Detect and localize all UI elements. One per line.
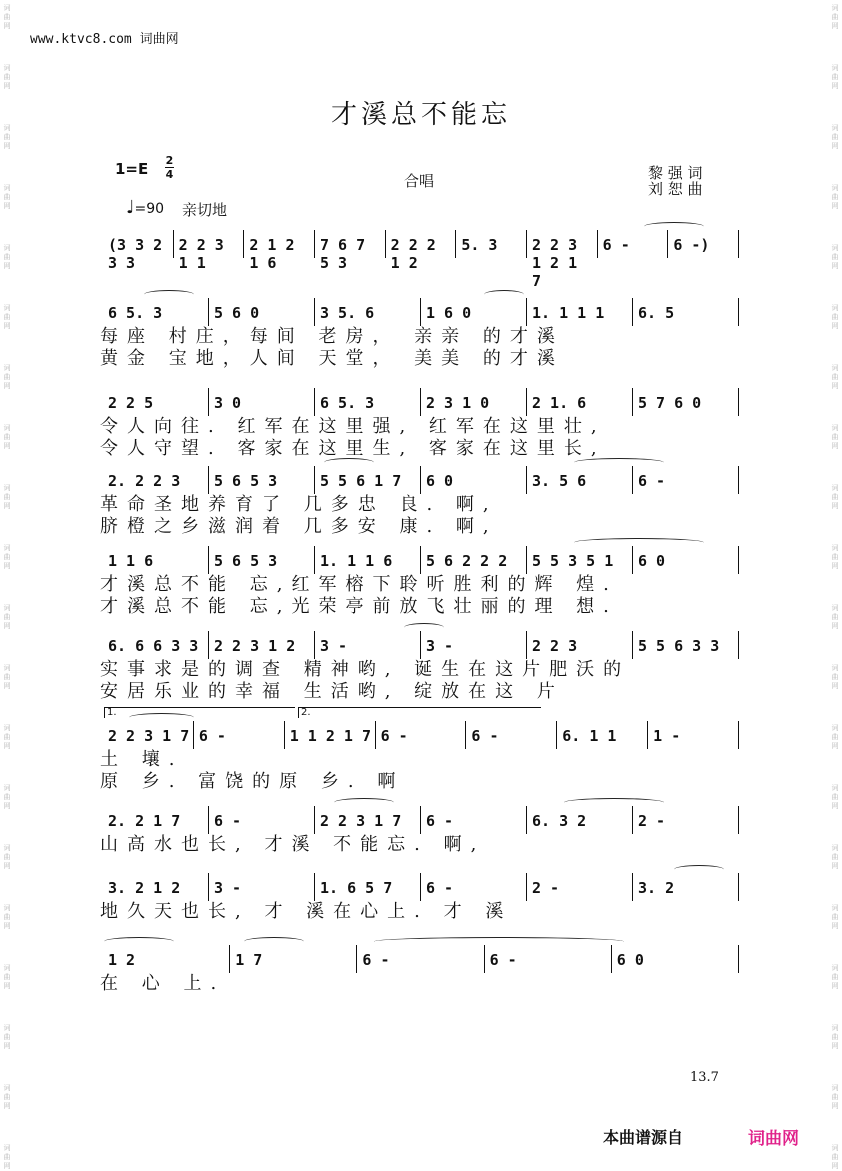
watermark-mark: 词曲网 xyxy=(3,1084,11,1110)
lyric-line-1: 山高水也长, 才溪 不能忘. 啊, xyxy=(100,834,486,855)
source-label: 本曲谱源自 xyxy=(603,1128,684,1147)
composer-credit: 刘 恕 曲 xyxy=(648,180,703,198)
measure: 5 6 5 3 xyxy=(214,552,278,570)
song-title: 才溪总不能忘 xyxy=(330,100,511,130)
watermark-mark: 词曲网 xyxy=(3,1144,11,1170)
notes-line xyxy=(104,812,740,832)
measure: 1 1 6 xyxy=(108,552,154,570)
watermark-mark: 词曲网 xyxy=(3,304,11,330)
watermark-mark: 词曲网 xyxy=(3,64,11,90)
site-url: www.ktvc8.com 词曲网 xyxy=(30,32,179,47)
watermark-mark: 词曲网 xyxy=(831,1024,839,1050)
measure: 5. 3 xyxy=(461,236,498,254)
slur xyxy=(644,222,704,231)
watermark-mark: 词曲网 xyxy=(831,664,839,690)
measure: 6 - xyxy=(214,812,242,830)
measure: 2 3 1 0 xyxy=(426,394,490,412)
slur xyxy=(564,798,664,807)
lyric-line-2: 黄金 宝地，人间 天堂， 美美 的才溪 xyxy=(100,348,564,369)
measure: 6 -) xyxy=(673,236,710,254)
measure: 3 - xyxy=(426,637,454,655)
notes-line xyxy=(104,879,740,899)
tempo-marking xyxy=(126,197,164,218)
bar-line xyxy=(597,230,598,258)
right-watermark-strip xyxy=(828,0,842,1171)
watermark-mark: 词曲网 xyxy=(831,424,839,450)
measure: 6. 3 2 xyxy=(532,812,587,830)
left-watermark-strip xyxy=(0,0,14,1171)
measure: 5 6 0 xyxy=(214,304,260,322)
bar-line xyxy=(173,230,174,258)
watermark-mark: 词曲网 xyxy=(831,4,839,30)
measure: 2 - xyxy=(638,812,666,830)
bar-line xyxy=(243,230,244,258)
quarter-note-icon: ♩ xyxy=(126,197,135,218)
bar-line xyxy=(667,230,668,258)
watermark-mark: 词曲网 xyxy=(831,124,839,150)
slur xyxy=(574,538,704,547)
notes-line xyxy=(104,552,740,572)
measure: 6 0 xyxy=(638,552,666,570)
watermark-mark: 词曲网 xyxy=(3,664,11,690)
slur xyxy=(129,713,194,722)
lyric-line-1: 土 壤. xyxy=(100,749,184,770)
measure: 6 0 xyxy=(616,951,644,969)
expression-marking: 亲切地 xyxy=(182,201,228,219)
measure: 1. 1 1 6 xyxy=(320,552,393,570)
bar-line xyxy=(385,230,386,258)
measure: 2 - xyxy=(532,879,560,897)
measure: 3. 5 6 xyxy=(532,472,587,490)
lyric-line-1: 实事求是的调查 精神哟, 诞生在这片肥沃的 xyxy=(100,659,631,680)
watermark-mark: 词曲网 xyxy=(831,364,839,390)
site-name: 词曲网 xyxy=(748,1129,799,1149)
volta-2: 2. xyxy=(298,707,541,718)
bar-line xyxy=(526,230,527,258)
lyric-line-2: 令人守望. 客家在这里生, 客家在这里长, xyxy=(100,438,606,459)
measure: 7 6 7 5 3 xyxy=(320,236,366,272)
measure: 3 5. 6 xyxy=(320,304,375,322)
measure: 6 - xyxy=(380,727,408,745)
volta-1: 1. xyxy=(104,707,295,718)
watermark-mark: 词曲网 xyxy=(3,964,11,990)
measure: 2 2 3 1 1 xyxy=(178,236,224,272)
lyric-line-2: 安居乐业的幸福 生活哟, 绽放在这 片 xyxy=(100,681,564,702)
page-number: 13.7 xyxy=(690,1070,719,1085)
watermark-mark: 词曲网 xyxy=(3,4,11,30)
measure: 3. 2 xyxy=(638,879,675,897)
measure: 5 6 5 3 xyxy=(214,472,278,490)
watermark-mark: 词曲网 xyxy=(3,364,11,390)
lyric-line-1: 在 心 上. xyxy=(100,973,226,994)
measure: 5 7 6 0 xyxy=(638,394,702,412)
watermark-mark: 词曲网 xyxy=(831,784,839,810)
time-signature-bottom: 4 xyxy=(165,168,174,181)
watermark-mark: 词曲网 xyxy=(3,724,11,750)
voicing: 合唱 xyxy=(404,172,435,190)
measure: 3 - xyxy=(214,879,242,897)
lyric-line-2: 脐橙之乡滋润着 几多安 康. 啊, xyxy=(100,516,498,537)
measure: 6 - xyxy=(362,951,390,969)
watermark-mark: 词曲网 xyxy=(831,1144,839,1170)
measure: 5 6 2 2 2 xyxy=(426,552,508,570)
time-signature xyxy=(165,155,174,180)
notes-line xyxy=(104,727,740,747)
measure: 2 2 3 xyxy=(532,637,578,655)
lyric-line-2: 才溪总不能 忘,光荣亭前放飞壮丽的理 想. xyxy=(100,596,618,617)
measure: 5 5 6 3 3 xyxy=(638,637,720,655)
measure: 1 7 xyxy=(235,951,263,969)
lyric-line-1: 地久天也长, 才 溪在心上. 才 溪 xyxy=(100,901,513,922)
measure: 1 1 2 1 7 xyxy=(289,727,371,745)
watermark-mark: 词曲网 xyxy=(831,304,839,330)
bar-line xyxy=(738,230,739,258)
slur xyxy=(144,290,194,299)
measure: 1. 1 1 1 xyxy=(532,304,605,322)
watermark-mark: 词曲网 xyxy=(831,964,839,990)
watermark-mark: 词曲网 xyxy=(3,844,11,870)
measure: 6 - xyxy=(489,951,517,969)
lyric-line-2: 原 乡. 富饶的原 乡. 啊 xyxy=(100,771,405,792)
notes-line xyxy=(104,472,740,492)
watermark-mark: 词曲网 xyxy=(3,784,11,810)
measure: 5 5 3 5 1 xyxy=(532,552,614,570)
measure: 1 6 0 xyxy=(426,304,472,322)
slur xyxy=(104,937,174,946)
measure: 2 2 2 1 2 xyxy=(390,236,436,272)
watermark-mark: 词曲网 xyxy=(3,484,11,510)
measure: 1 - xyxy=(653,727,681,745)
time-signature-top: 2 xyxy=(165,154,174,167)
measure: 2. 2 1 7 xyxy=(108,812,181,830)
watermark-mark: 词曲网 xyxy=(3,124,11,150)
bar-line xyxy=(455,230,456,258)
watermark-mark: 词曲网 xyxy=(3,544,11,570)
key-signature: 1=E xyxy=(115,160,149,178)
measure: 2. 2 2 3 xyxy=(108,472,181,490)
lyric-line-1: 每座 村庄，每间 老房， 亲亲 的才溪 xyxy=(100,326,564,347)
watermark-mark: 词曲网 xyxy=(3,244,11,270)
tempo-value: =90 xyxy=(134,201,165,217)
measure: 1. 6 5 7 xyxy=(320,879,393,897)
lyric-line-1: 令人向往. 红军在这里强, 红军在这里壮, xyxy=(100,416,606,437)
measure: 6 - xyxy=(638,472,666,490)
measure: 6 - xyxy=(426,812,454,830)
slur xyxy=(324,458,374,467)
notes-line xyxy=(104,637,740,657)
watermark-mark: 词曲网 xyxy=(3,1024,11,1050)
measure: 6 - xyxy=(602,236,630,254)
lyricist-credit: 黎 强 词 xyxy=(648,164,703,182)
watermark-mark: 词曲网 xyxy=(3,904,11,930)
notes-line xyxy=(104,951,740,971)
measure: 2 2 5 xyxy=(108,394,154,412)
bar-line xyxy=(314,230,315,258)
measure: 3 - xyxy=(320,637,348,655)
notes-line xyxy=(104,394,740,414)
slur xyxy=(574,458,664,467)
measure: 6 5. 3 xyxy=(108,304,163,322)
measure: 6. 6 6 3 3 xyxy=(108,637,199,655)
notes-line xyxy=(104,236,740,290)
slur xyxy=(244,937,304,946)
watermark-mark: 词曲网 xyxy=(831,484,839,510)
lyric-line-1: 革命圣地养育了 几多忠 良. 啊, xyxy=(100,494,498,515)
measure: 2 2 3 1 7 xyxy=(320,812,402,830)
measure: 6 0 xyxy=(426,472,454,490)
measure: 2 2 3 1 2 xyxy=(214,637,296,655)
watermark-mark: 词曲网 xyxy=(831,724,839,750)
measure: 3. 2 1 2 xyxy=(108,879,181,897)
notes-line xyxy=(104,304,740,324)
measure: 2 2 3 1 7 xyxy=(108,727,190,745)
lyric-line-1: 才溪总不能 忘,红军榕下聆听胜利的辉 煌. xyxy=(100,574,618,595)
measure: 6 - xyxy=(426,879,454,897)
measure: 2 1 2 1 6 xyxy=(249,236,295,272)
measure: 6 5. 3 xyxy=(320,394,375,412)
watermark-mark: 词曲网 xyxy=(3,424,11,450)
measure: 1 2 xyxy=(108,951,136,969)
measure: (3 3 2 3 3 xyxy=(108,236,163,272)
watermark-mark: 词曲网 xyxy=(3,184,11,210)
watermark-mark: 词曲网 xyxy=(831,904,839,930)
watermark-mark: 词曲网 xyxy=(831,604,839,630)
slur xyxy=(484,290,524,299)
watermark-mark: 词曲网 xyxy=(3,604,11,630)
measure: 2 1. 6 xyxy=(532,394,587,412)
watermark-mark: 词曲网 xyxy=(831,184,839,210)
slur xyxy=(404,623,444,632)
watermark-mark: 词曲网 xyxy=(831,244,839,270)
measure: 3 0 xyxy=(214,394,242,412)
measure: 6. 5 xyxy=(638,304,675,322)
slur xyxy=(374,937,624,946)
slur xyxy=(674,865,724,874)
slur xyxy=(334,798,394,807)
measure: 6 - xyxy=(471,727,499,745)
watermark-mark: 词曲网 xyxy=(831,544,839,570)
measure: 6. 1 1 xyxy=(562,727,617,745)
watermark-mark: 词曲网 xyxy=(831,844,839,870)
measure: 2 2 3 1 2 1 7 xyxy=(532,236,578,290)
measure: 6 - xyxy=(198,727,226,745)
watermark-mark: 词曲网 xyxy=(831,1084,839,1110)
measure: 5 5 6 1 7 xyxy=(320,472,402,490)
watermark-mark: 词曲网 xyxy=(831,64,839,90)
